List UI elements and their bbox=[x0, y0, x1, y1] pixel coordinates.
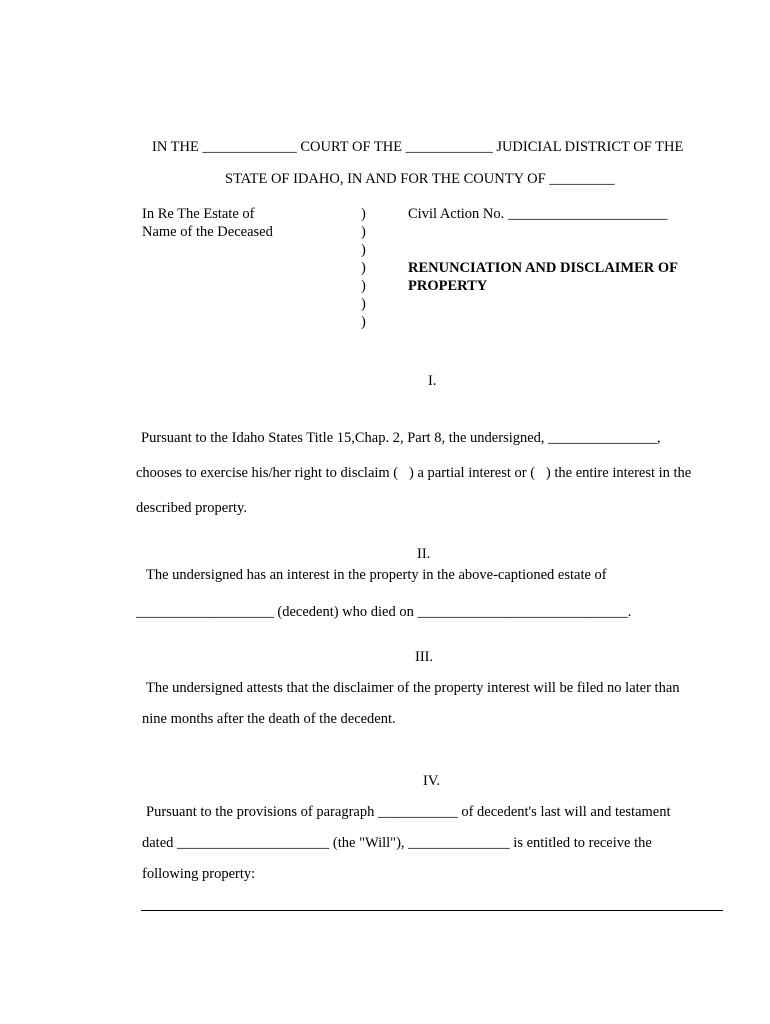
caption-paren: ) bbox=[361, 314, 366, 330]
property-blank-line bbox=[141, 910, 723, 911]
civil-action-number: Civil Action No. ______________________ bbox=[408, 206, 668, 222]
document-title-line-2: PROPERTY bbox=[408, 278, 488, 294]
estate-label: In Re The Estate of bbox=[142, 206, 255, 222]
caption-paren: ) bbox=[361, 206, 366, 222]
section-2-text-line-1: The undersigned has an interest in the property in the above-captioned estate of bbox=[146, 567, 607, 583]
section-4-text-line-3: following property: bbox=[142, 866, 256, 882]
section-4-heading: IV. bbox=[423, 773, 441, 789]
court-header-line-1: IN THE _____________ COURT OF THE ____________ JUDICIAL DISTRICT OF THE bbox=[152, 139, 684, 155]
caption-paren: ) bbox=[361, 224, 366, 240]
section-4-text-line-2: dated _____________________ (the "Will"), ______________ is entitled to receive the bbox=[142, 835, 652, 851]
section-3-text-line-1: The undersigned attests that the disclaimer of the property interest will be filed no later than bbox=[146, 680, 680, 696]
caption-paren: ) bbox=[361, 278, 366, 294]
section-2-text-line-2: ___________________ (decedent) who died on _____________________________. bbox=[136, 604, 632, 620]
section-3-text-line-2: nine months after the death of the decedent. bbox=[142, 711, 396, 727]
document-title-line-1: RENUNCIATION AND DISCLAIMER OF bbox=[408, 260, 679, 276]
caption-paren: ) bbox=[361, 260, 366, 276]
section-4-text-line-1: Pursuant to the provisions of paragraph ___________ of decedent's last will and testament bbox=[146, 804, 671, 820]
section-1-text-line-1: Pursuant to the Idaho States Title 15,Chap. 2, Part 8, the undersigned, _______________, bbox=[141, 430, 661, 446]
caption-paren: ) bbox=[361, 296, 366, 312]
section-2-heading: II. bbox=[417, 546, 431, 562]
section-1-text-line-2: chooses to exercise his/her right to disclaim ( ) a partial interest or ( ) the entire interest in the bbox=[136, 465, 692, 481]
section-1-heading: I. bbox=[428, 373, 437, 389]
caption-paren: ) bbox=[361, 242, 366, 258]
court-header-line-2: STATE OF IDAHO, IN AND FOR THE COUNTY OF _________ bbox=[225, 171, 615, 187]
section-3-heading: III. bbox=[415, 649, 434, 665]
section-1-text-line-3: described property. bbox=[136, 500, 247, 516]
deceased-name-label: Name of the Deceased bbox=[142, 224, 273, 240]
